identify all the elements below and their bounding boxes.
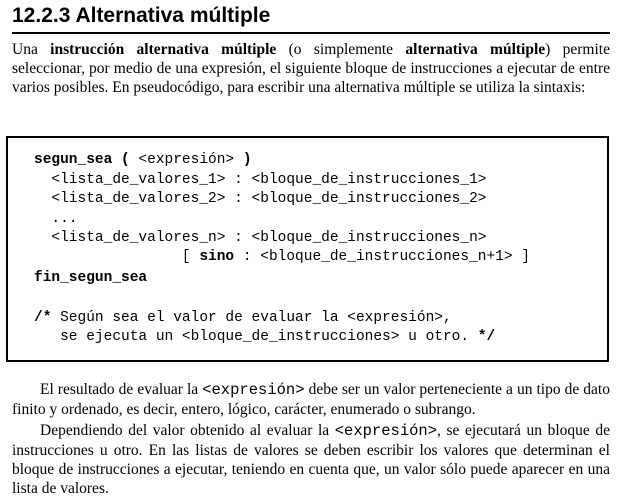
syntax-close-paren: )	[242, 152, 252, 168]
section-heading: 12.2.3 Alternativa múltiple	[12, 4, 271, 27]
body2-code-expresion: <expresión>	[334, 422, 438, 440]
intro-bold-term-2: alternativa múltiple	[405, 41, 546, 58]
comment-text-2: se ejecuta un <bloque_de_instrucciones> u otro.	[34, 329, 478, 345]
syntax-line-5: <lista_de_valores_n> : <bloque_de_instrucciones_n>	[34, 230, 487, 246]
body-paragraph-1	[12, 380, 610, 419]
syntax-box	[6, 136, 609, 362]
syntax-line-sino	[34, 248, 530, 267]
intro-paragraph	[12, 40, 610, 97]
syntax-line-1	[34, 151, 252, 170]
heading-rule	[12, 32, 610, 34]
keyword-segun-sea: segun_sea (	[34, 152, 130, 168]
body-paragraph-2	[12, 421, 610, 498]
sino-prefix: [	[34, 249, 200, 265]
comment-text-1: Según sea el valor de evaluar la <expresión>,	[51, 310, 452, 326]
intro-text-3: ) permite seleccionar, por medio de una expresión, el siguiente bloque de instrucciones a ejecutar de entre varios posibles. En pseudocódigo, para escribir una alternativa múltiple se utiliza la sintaxis:	[12, 41, 610, 96]
syntax-line-3: <lista_de_valores_2> : <bloque_de_instrucciones_2>	[34, 191, 487, 207]
comment-open: /*	[34, 310, 52, 326]
comment-line-2	[34, 328, 495, 347]
comment-close: */	[477, 329, 496, 345]
intro-text-1: Una	[12, 41, 51, 58]
comment-line-1	[34, 309, 452, 328]
syntax-expression: <expresión>	[129, 152, 243, 168]
syntax-line-ellipsis: ...	[34, 211, 78, 227]
body1-text-1: El resultado de evaluar la	[40, 381, 203, 398]
keyword-sino: sino	[199, 249, 235, 265]
sino-suffix: : <bloque_de_instrucciones_n+1> ]	[234, 249, 530, 265]
keyword-fin-segun-sea: fin_segun_sea	[34, 270, 148, 286]
body1-code-expresion: <expresión>	[202, 381, 305, 399]
body2-text-2: , se ejecutará un bloque de instrucciones u otro. En las listas de valores se deben escribir los valores que determinan el bloque de instrucciones a ejecutar, teniendo en cuenta que, un valor sólo puede aparecer en una lista de valores.	[12, 422, 610, 497]
syntax-line-2: <lista_de_valores_1> : <bloque_de_instrucciones_1>	[34, 172, 487, 188]
body1-text-2: debe ser un valor perteneciente a un tipo de dato finito y ordenado, es decir, entero, lógico, carácter, enumerado o subrango.	[12, 381, 610, 418]
intro-text-2: (o simplemente	[276, 41, 406, 58]
body2-text-1: Dependiendo del valor obtenido al evaluar la	[40, 422, 335, 439]
intro-bold-term-1: instrucción alternativa múltiple	[50, 41, 277, 58]
